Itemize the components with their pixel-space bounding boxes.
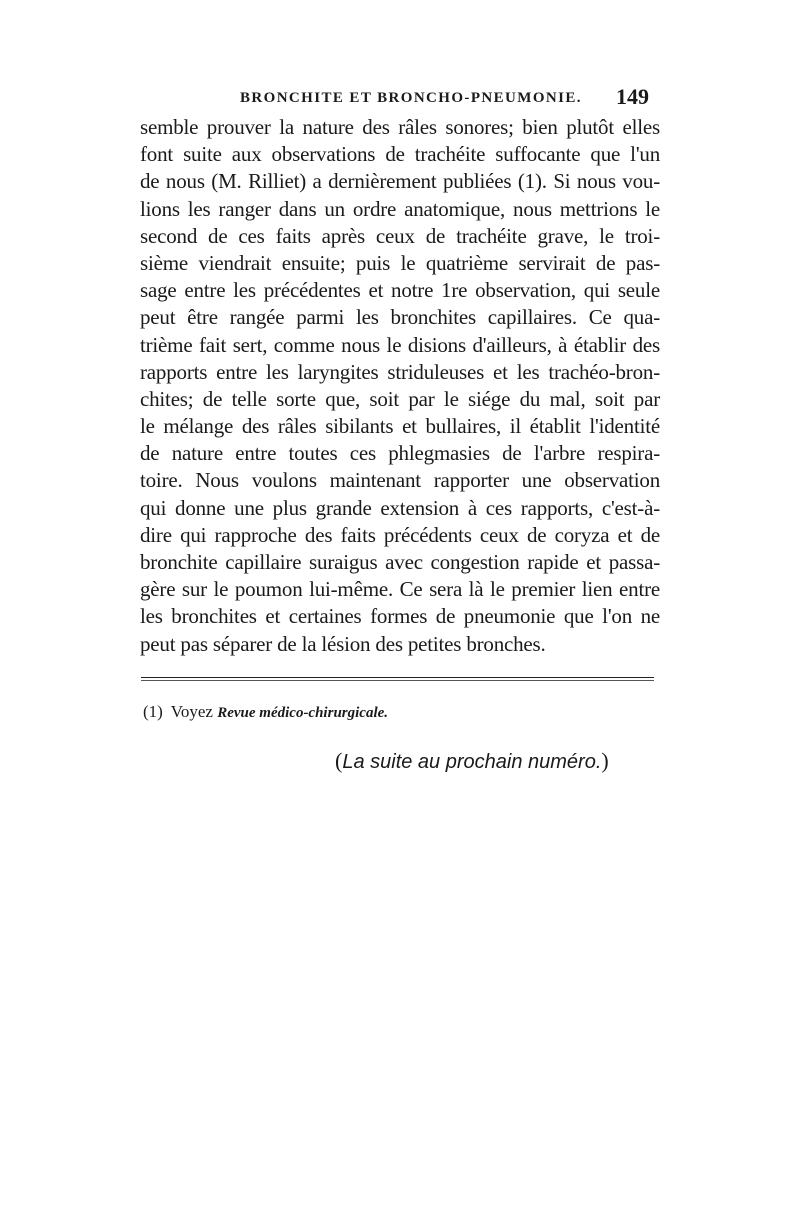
text-line: peut être rangée parmi les bronchites capillaires. Ce qua- xyxy=(140,305,660,330)
text-line: le mélange des râles sibilants et bullaires, il établit l'identité xyxy=(140,414,660,439)
text-line: de nature entre toutes ces phlegmasies de l'arbre respira- xyxy=(140,441,660,466)
text-line: chites; de telle sorte que, soit par le siége du mal, soit par xyxy=(140,386,660,411)
text-line: de nous (M. Rilliet) a dernièrement publiées (1). Si nous vou- xyxy=(140,169,660,194)
text-line: qui donne une plus grande extension à ces rapports, c'est-à- xyxy=(140,495,660,520)
text-line: trième fait sert, comme nous le disions d'ailleurs, à établir des xyxy=(140,332,660,357)
text-line: second de ces faits après ceux de trachéite grave, le troi- xyxy=(140,223,660,248)
continuation-open-paren: ( xyxy=(335,748,343,773)
text-line: rapports entre les laryngites striduleuses et les trachéo-bron- xyxy=(140,359,660,384)
continuation-note xyxy=(335,748,609,774)
footnote-journal: Revue médico-chirurgicale. xyxy=(217,705,389,721)
text-line: sième viendrait ensuite; puis le quatrième servirait de pas- xyxy=(140,250,660,275)
continuation-close-paren: ) xyxy=(601,748,609,773)
text-line: les bronchites et certaines formes de pneumonie que l'on ne xyxy=(140,604,660,629)
continuation-text: La suite au prochain numéro. xyxy=(342,751,602,773)
text-line: peut pas séparer de la lésion des petites bronches. xyxy=(140,631,546,656)
text-line: dire qui rapproche des faits précédents ceux de coryza et de xyxy=(140,522,660,547)
text-line: gère sur le poumon lui-même. Ce sera là le premier lien entre xyxy=(140,577,660,602)
body-text xyxy=(140,114,660,658)
text-line: font suite aux observations de trachéite suffocante que l'un xyxy=(140,142,660,167)
page-number: 149 xyxy=(616,84,649,109)
footnote-text: Voyez xyxy=(170,702,213,721)
running-head: BRONCHITE ET BRONCHO-PNEUMONIE. xyxy=(240,90,582,106)
text-line: lions les ranger dans un ordre anatomique, nous mettrions le xyxy=(140,196,660,221)
text-line: bronchite capillaire suraigus avec congestion rapide et passa- xyxy=(140,550,660,574)
footnote-ref: (1) xyxy=(143,702,163,721)
text-line: semble prouver la nature des râles sonores; bien plutôt elles xyxy=(140,115,660,139)
footnote xyxy=(143,702,388,722)
footnote-separator-rule xyxy=(141,677,654,681)
text-line: toire. Nous voulons maintenant rapporter une observation xyxy=(140,468,660,493)
text-line: sage entre les précédentes et notre 1re observation, qui seule xyxy=(140,278,660,303)
